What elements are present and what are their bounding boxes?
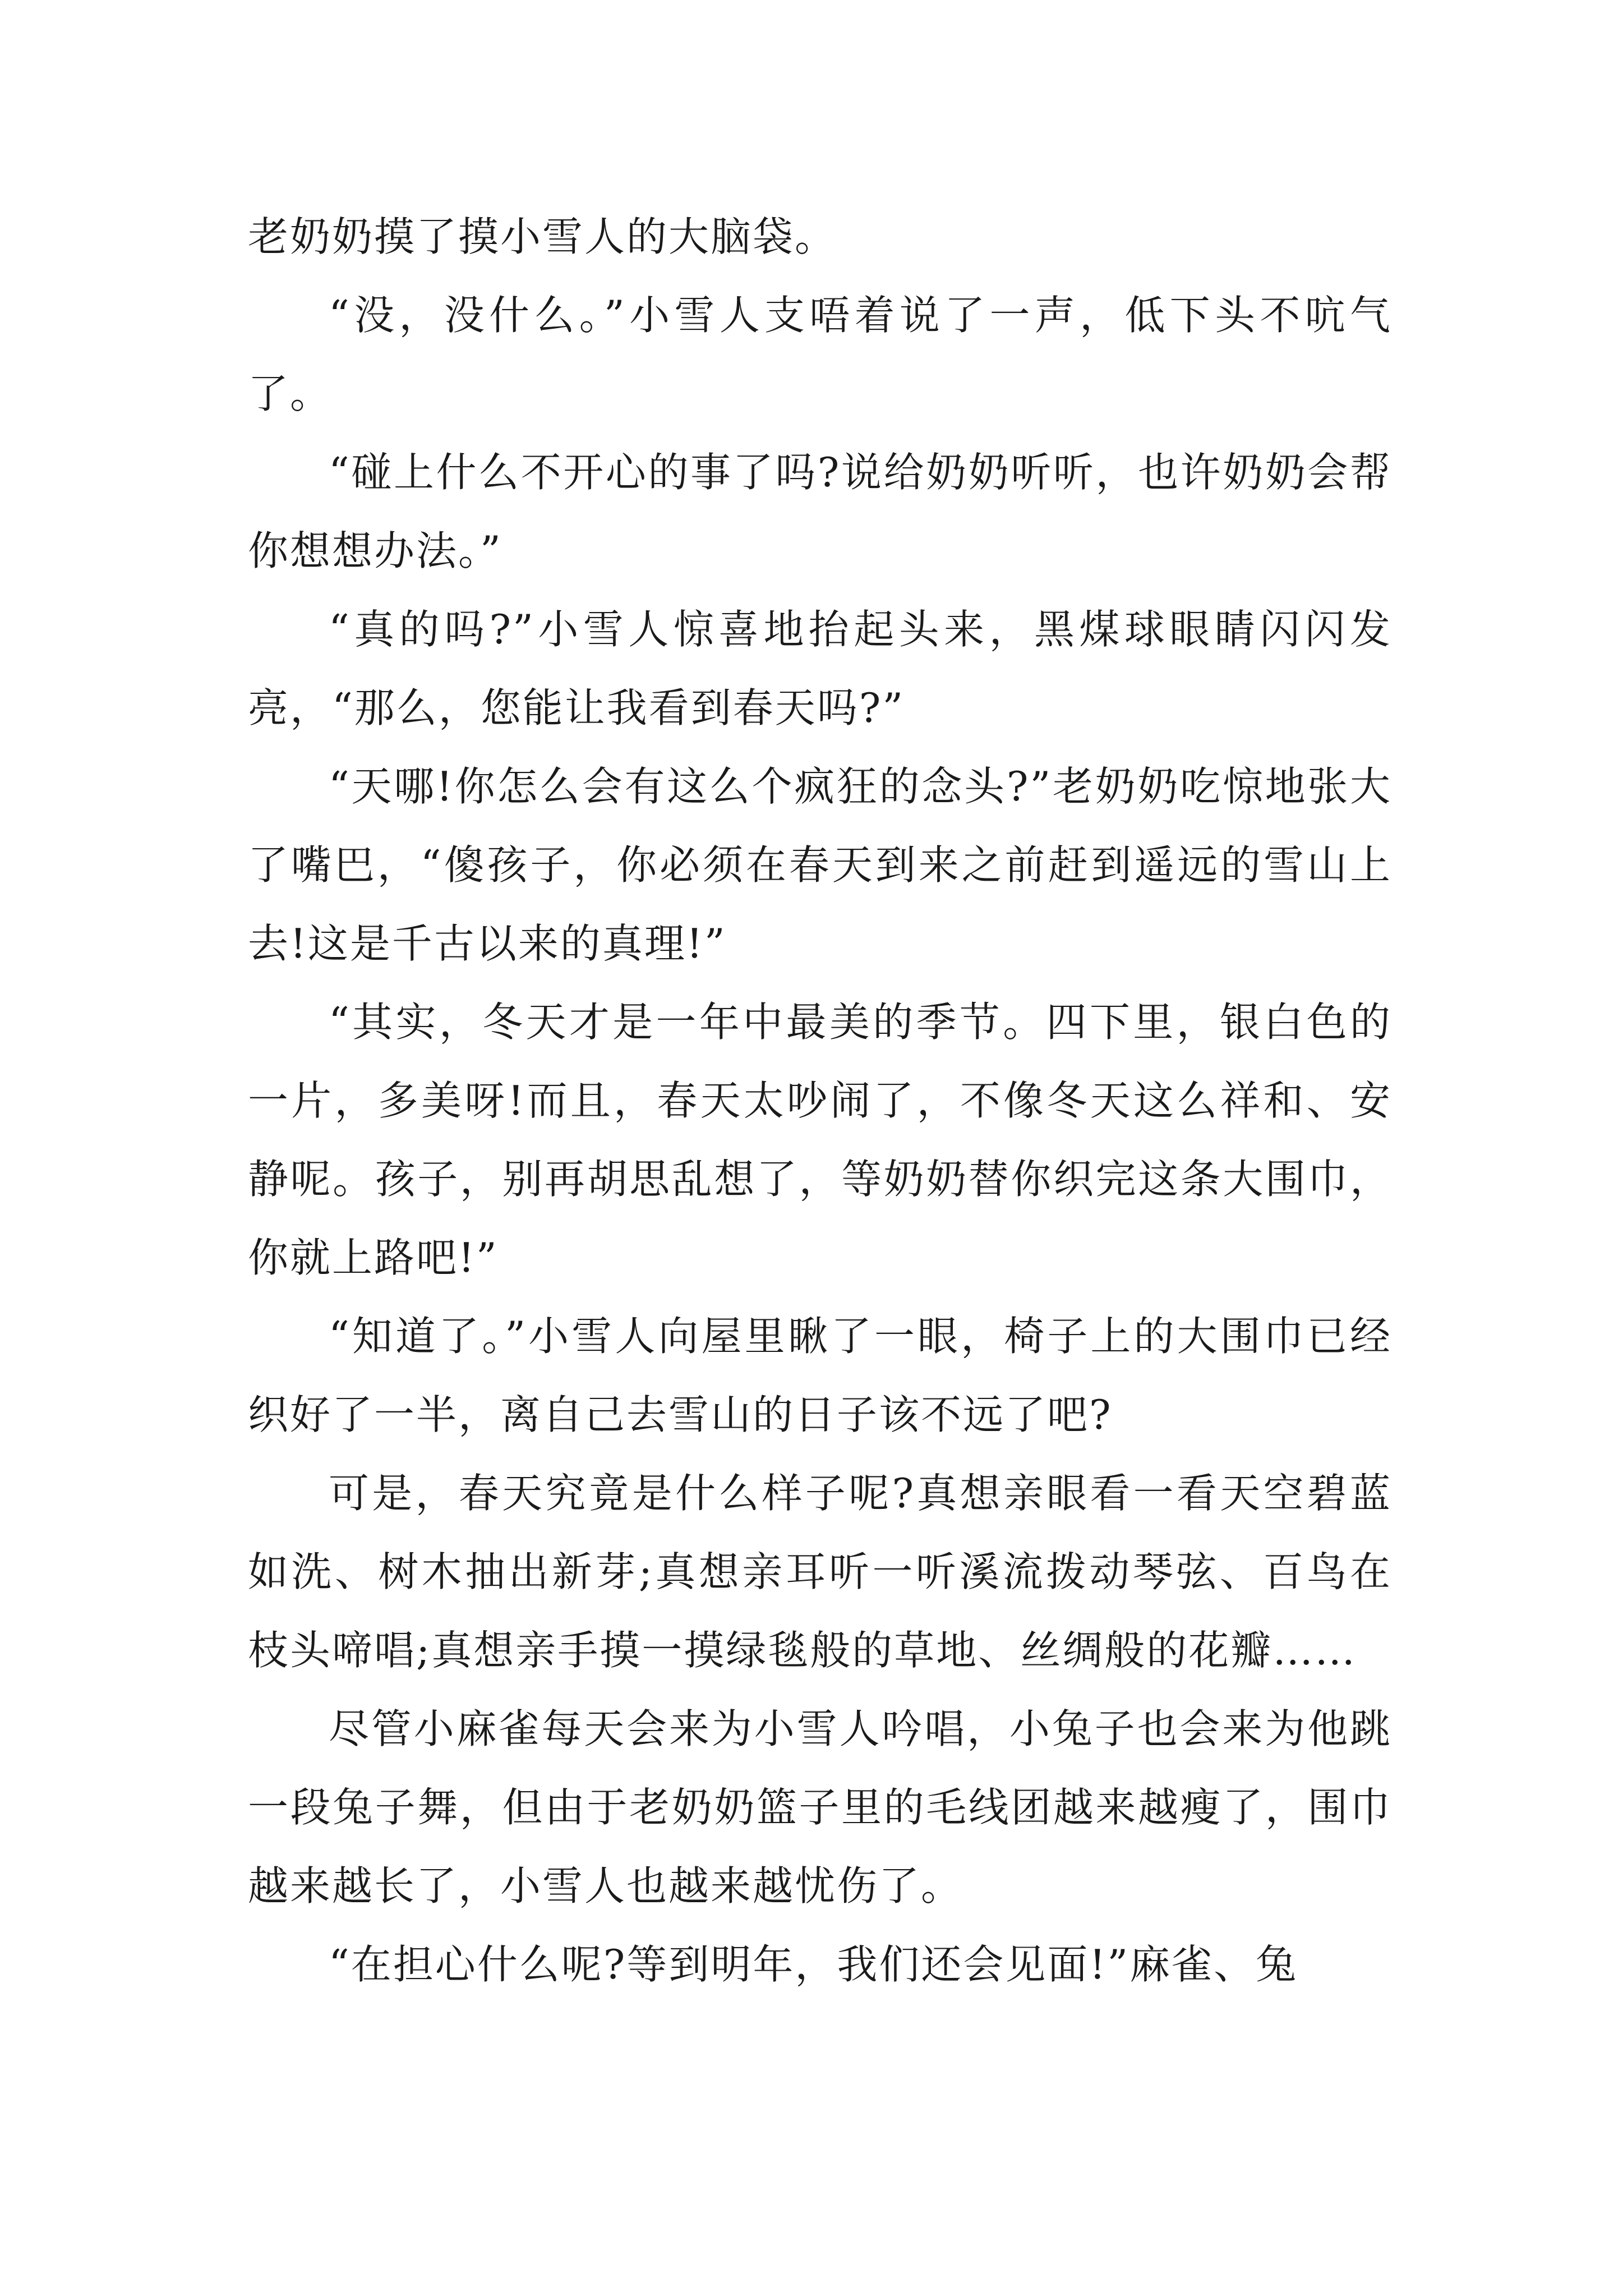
paragraph: 可是，春天究竟是什么样子呢?真想亲眼看一看天空碧蓝如洗、树木抽出新芽;真想亲耳听一听溪流拨动琴弦、百鸟在枝头啼唱;真想亲手摸一摸绿毯般的草地、丝绸般的花瓣…… <box>248 1470 1392 1674</box>
paragraph: “天哪!你怎么会有这么个疯狂的念头?”老奶奶吃惊地张大了嘴巴，“傻孩子，你必须在春天到来之前赶到遥远的雪山上去!这是千古以来的真理!” <box>248 763 1392 967</box>
paragraph: “其实，冬天才是一年中最美的季节。四下里，银白色的一片，多美呀!而且，春天太吵闹了，不像冬天这么祥和、安静呢。孩子，别再胡思乱想了，等奶奶替你织完这条大围巾，你就上路吧!” <box>248 999 1392 1281</box>
paragraph: 老奶奶摸了摸小雪人的大脑袋。 <box>248 213 837 260</box>
paragraph: 尽管小麻雀每天会来为小雪人吟唱，小兔子也会来为他跳一段兔子舞，但由于老奶奶篮子里的毛线团越来越瘦了，围巾越来越长了，小雪人也越来越忧伤了。 <box>248 1705 1392 1910</box>
paragraph: “没，没什么。”小雪人支唔着说了一声，低下头不吭气了。 <box>248 292 1392 417</box>
paragraph: “真的吗?”小雪人惊喜地抬起头来，黑煤球眼睛闪闪发亮，“那么，您能让我看到春天吗?” <box>248 606 1392 731</box>
paragraph: “碰上什么不开心的事了吗?说给奶奶听听，也许奶奶会帮你想想办法。” <box>248 449 1392 574</box>
paragraph: “知道了。”小雪人向屋里瞅了一眼，椅子上的大围巾已经织好了一半，离自己去雪山的日子该不远了吧? <box>248 1313 1392 1438</box>
story-text <box>248 197 1392 2004</box>
paragraph: “在担心什么呢?等到明年，我们还会见面!”麻雀、兔 <box>329 1941 1298 1988</box>
